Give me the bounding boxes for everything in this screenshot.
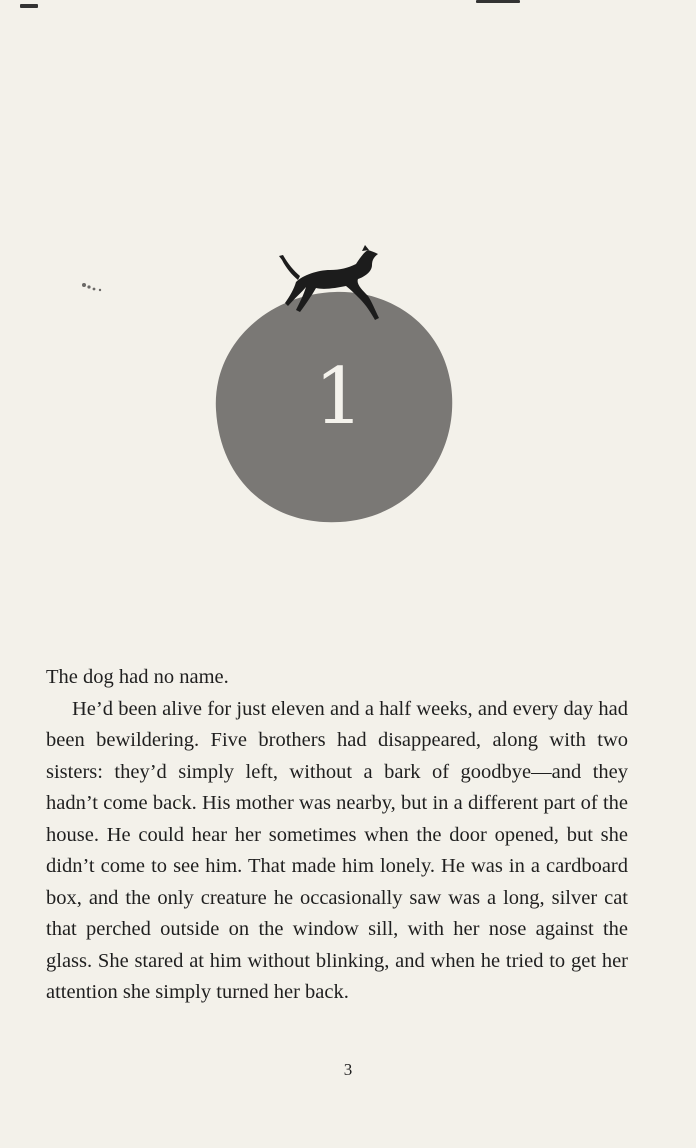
opening-line: The dog had no name. bbox=[46, 666, 229, 688]
chapter-number: 1 bbox=[314, 352, 364, 442]
dust-mark-icon bbox=[82, 283, 101, 291]
page-number: 3 bbox=[343, 1060, 353, 1079]
chapter-body bbox=[46, 662, 628, 1009]
body-paragraph: He’d been alive for just eleven and a half weeks, and every day had been bewildering. Five brothers had disappeared, along with two sisters: they’d simply left, without a bark of goodbye—and they hadn’t come back. His mother was nearby, but in a different part of the house. He could hear her sometimes when the door opened, but she didn’t come to see him. That made him lonely. He was in a cardboard box, and the only creature he occasionally saw was a long, silver cat that perched outside on the window sill, with her nose against the glass. She stared at him without blinking, and when he tried to get her attention she simply turned her back. bbox=[46, 697, 628, 1003]
chapter-emblem bbox=[0, 0, 696, 540]
